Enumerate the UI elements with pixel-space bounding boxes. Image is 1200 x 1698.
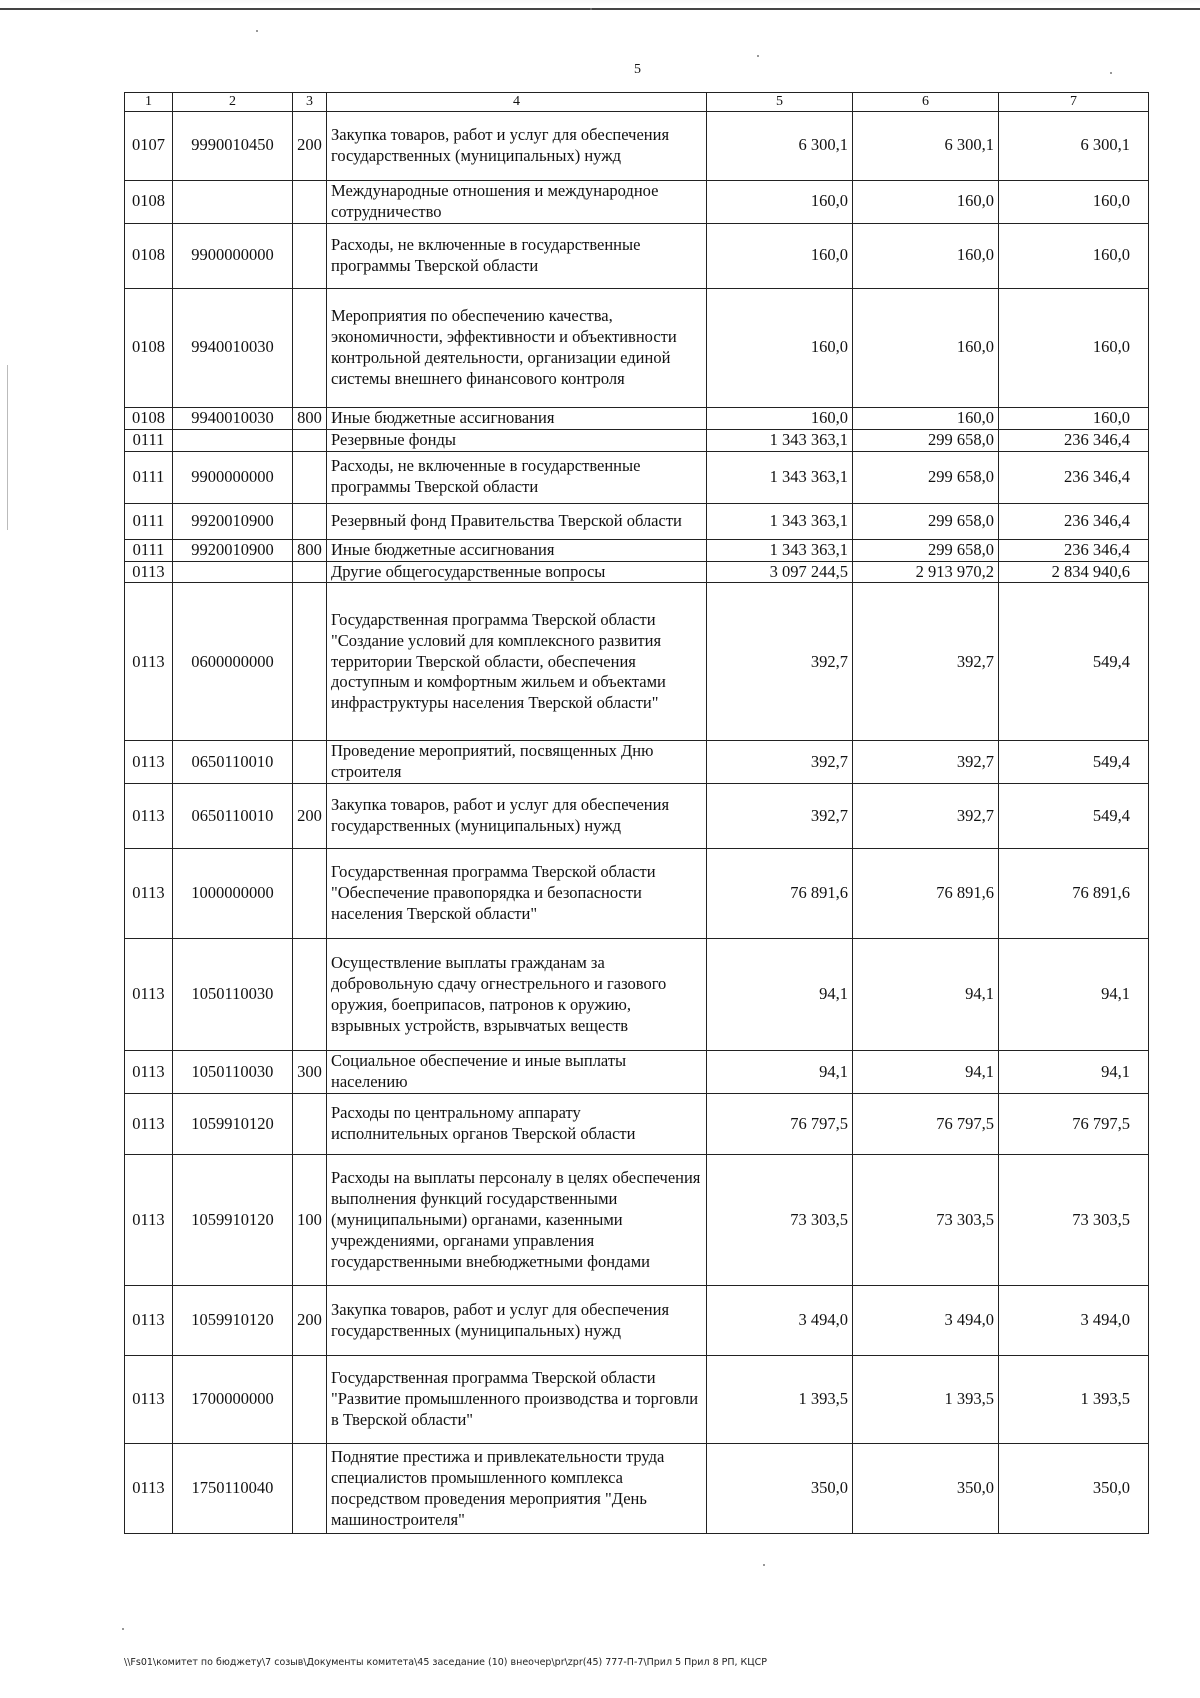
- scan-speck: [757, 55, 759, 57]
- header-col-7: 7: [999, 93, 1149, 112]
- table-row: [125, 849, 1149, 939]
- table-row: [125, 539, 1149, 561]
- cell-target-code: 1750110040: [173, 1444, 293, 1534]
- cell-amount-col6: 299 658,0: [853, 429, 999, 451]
- footer-file-path: \\Fs01\комитет по бюджету\7 созыв\Документы комитета\45 заседание (10) внеочер\pr\zpr(45) 777-П-7\Прил 5 Прил 8 РП, КЦСР: [124, 1657, 768, 1668]
- cell-name: Закупка товаров, работ и услуг для обеспечения государственных (муниципальных) нужд: [327, 784, 707, 849]
- cell-expense-type: 200: [293, 1286, 327, 1356]
- cell-amount-col7: 160,0: [999, 407, 1149, 429]
- cell-amount-col5: 1 343 363,1: [707, 539, 853, 561]
- scan-speck: [122, 1628, 124, 1630]
- cell-name: Иные бюджетные ассигнования: [327, 407, 707, 429]
- cell-name: Расходы по центральному аппарату исполнительных органов Тверской области: [327, 1094, 707, 1155]
- table-row: [125, 561, 1149, 583]
- cell-amount-col6: 299 658,0: [853, 503, 999, 539]
- cell-target-code: 1059910120: [173, 1286, 293, 1356]
- cell-section: 0108: [125, 223, 173, 288]
- header-col-6: 6: [853, 93, 999, 112]
- cell-expense-type: [293, 1356, 327, 1444]
- cell-amount-col5: 160,0: [707, 407, 853, 429]
- cell-name: Государственная программа Тверской области "Обеспечение правопорядка и безопасности населения Тверской области": [327, 849, 707, 939]
- cell-target-code: 9920010900: [173, 503, 293, 539]
- cell-section: 0113: [125, 1094, 173, 1155]
- table-header-row: [125, 93, 1149, 112]
- cell-target-code: 1050110030: [173, 1051, 293, 1094]
- cell-name: Иные бюджетные ассигнования: [327, 539, 707, 561]
- cell-amount-col5: 160,0: [707, 223, 853, 288]
- cell-name: Расходы на выплаты персоналу в целях обеспечения выполнения функций государственными (муниципальными) органами, казенными учреждениями, органами управления государственными внебюджетными фондами: [327, 1155, 707, 1286]
- cell-name: Международные отношения и международное сотрудничество: [327, 180, 707, 223]
- cell-name: Резервный фонд Правительства Тверской области: [327, 503, 707, 539]
- cell-target-code: 9990010450: [173, 111, 293, 180]
- cell-amount-col7: 549,4: [999, 784, 1149, 849]
- cell-amount-col7: 236 346,4: [999, 451, 1149, 503]
- cell-section: 0111: [125, 539, 173, 561]
- cell-amount-col6: 94,1: [853, 1051, 999, 1094]
- cell-amount-col7: 236 346,4: [999, 539, 1149, 561]
- cell-amount-col7: 236 346,4: [999, 429, 1149, 451]
- cell-amount-col7: 160,0: [999, 288, 1149, 407]
- cell-amount-col7: 76 797,5: [999, 1094, 1149, 1155]
- cell-amount-col6: 76 891,6: [853, 849, 999, 939]
- cell-name: Расходы, не включенные в государственные программы Тверской области: [327, 223, 707, 288]
- cell-amount-col7: 549,4: [999, 741, 1149, 784]
- table-row: [125, 939, 1149, 1051]
- cell-name: Поднятие престижа и привлекательности труда специалистов промышленного комплекса посредством проведения мероприятия "День машиностроителя": [327, 1444, 707, 1534]
- cell-section: 0111: [125, 451, 173, 503]
- cell-amount-col6: 73 303,5: [853, 1155, 999, 1286]
- cell-target-code: 0600000000: [173, 583, 293, 741]
- cell-amount-col6: 3 494,0: [853, 1286, 999, 1356]
- cell-expense-type: [293, 1094, 327, 1155]
- cell-target-code: 1059910120: [173, 1155, 293, 1286]
- scan-top-edge: [0, 0, 1200, 10]
- cell-target-code: 0650110010: [173, 784, 293, 849]
- cell-amount-col6: 392,7: [853, 583, 999, 741]
- cell-section: 0111: [125, 503, 173, 539]
- cell-amount-col5: 392,7: [707, 784, 853, 849]
- scan-margin-mark: [7, 365, 8, 530]
- cell-expense-type: [293, 583, 327, 741]
- cell-amount-col6: 392,7: [853, 784, 999, 849]
- cell-name: Расходы, не включенные в государственные программы Тверской области: [327, 451, 707, 503]
- cell-amount-col6: 94,1: [853, 939, 999, 1051]
- cell-amount-col6: 1 393,5: [853, 1356, 999, 1444]
- cell-target-code: [173, 429, 293, 451]
- cell-amount-col6: 160,0: [853, 288, 999, 407]
- cell-amount-col5: 1 343 363,1: [707, 503, 853, 539]
- cell-amount-col6: 350,0: [853, 1444, 999, 1534]
- cell-amount-col6: 299 658,0: [853, 451, 999, 503]
- cell-amount-col5: 73 303,5: [707, 1155, 853, 1286]
- cell-expense-type: [293, 180, 327, 223]
- cell-section: 0113: [125, 561, 173, 583]
- cell-amount-col7: 76 891,6: [999, 849, 1149, 939]
- cell-section: 0113: [125, 1286, 173, 1356]
- cell-name: Государственная программа Тверской области "Развитие промышленного производства и торговли в Тверской области": [327, 1356, 707, 1444]
- scan-speck: [763, 1564, 765, 1566]
- cell-expense-type: [293, 1444, 327, 1534]
- table-row: [125, 451, 1149, 503]
- cell-amount-col7: 94,1: [999, 1051, 1149, 1094]
- scan-speck: [590, 8, 592, 10]
- table-row: [125, 741, 1149, 784]
- cell-name: Мероприятия по обеспечению качества, экономичности, эффективности и объективности контрольной деятельности, организации единой системы внешнего финансового контроля: [327, 288, 707, 407]
- cell-name: Социальное обеспечение и иные выплаты населению: [327, 1051, 707, 1094]
- cell-expense-type: [293, 741, 327, 784]
- cell-section: 0113: [125, 939, 173, 1051]
- cell-section: 0113: [125, 784, 173, 849]
- cell-amount-col6: 6 300,1: [853, 111, 999, 180]
- cell-amount-col7: 6 300,1: [999, 111, 1149, 180]
- cell-amount-col5: 392,7: [707, 583, 853, 741]
- cell-amount-col5: 1 393,5: [707, 1356, 853, 1444]
- cell-section: 0113: [125, 583, 173, 741]
- header-col-2: 2: [173, 93, 293, 112]
- cell-amount-col6: 2 913 970,2: [853, 561, 999, 583]
- cell-target-code: 1700000000: [173, 1356, 293, 1444]
- cell-amount-col5: 392,7: [707, 741, 853, 784]
- table-row: [125, 1051, 1149, 1094]
- cell-amount-col7: 2 834 940,6: [999, 561, 1149, 583]
- cell-name: Закупка товаров, работ и услуг для обеспечения государственных (муниципальных) нужд: [327, 1286, 707, 1356]
- cell-section: 0108: [125, 180, 173, 223]
- cell-section: 0108: [125, 407, 173, 429]
- cell-section: 0113: [125, 741, 173, 784]
- scan-speck: [1110, 72, 1112, 74]
- scan-speck: [256, 30, 258, 32]
- cell-name: Закупка товаров, работ и услуг для обеспечения государственных (муниципальных) нужд: [327, 111, 707, 180]
- table-row: [125, 583, 1149, 741]
- cell-amount-col7: 3 494,0: [999, 1286, 1149, 1356]
- cell-amount-col7: 94,1: [999, 939, 1149, 1051]
- table-row: [125, 503, 1149, 539]
- cell-amount-col7: 236 346,4: [999, 503, 1149, 539]
- cell-section: 0107: [125, 111, 173, 180]
- cell-amount-col5: 94,1: [707, 1051, 853, 1094]
- budget-table: [124, 92, 1149, 1534]
- cell-expense-type: [293, 503, 327, 539]
- cell-amount-col5: 94,1: [707, 939, 853, 1051]
- cell-name: Резервные фонды: [327, 429, 707, 451]
- cell-expense-type: [293, 939, 327, 1051]
- table-row: [125, 407, 1149, 429]
- cell-expense-type: 800: [293, 539, 327, 561]
- table-row: [125, 1444, 1149, 1534]
- cell-expense-type: 200: [293, 111, 327, 180]
- cell-amount-col5: 76 891,6: [707, 849, 853, 939]
- cell-amount-col5: 350,0: [707, 1444, 853, 1534]
- cell-section: 0113: [125, 1444, 173, 1534]
- cell-amount-col6: 160,0: [853, 407, 999, 429]
- cell-amount-col5: 1 343 363,1: [707, 451, 853, 503]
- header-col-1: 1: [125, 93, 173, 112]
- cell-name: Осуществление выплаты гражданам за добровольную сдачу огнестрельного и газового оружия, боеприпасов, патронов к оружию, взрывных устройств, взрывчатых веществ: [327, 939, 707, 1051]
- cell-amount-col5: 160,0: [707, 288, 853, 407]
- cell-expense-type: 100: [293, 1155, 327, 1286]
- cell-target-code: 1000000000: [173, 849, 293, 939]
- cell-expense-type: [293, 561, 327, 583]
- cell-amount-col5: 76 797,5: [707, 1094, 853, 1155]
- cell-amount-col5: 1 343 363,1: [707, 429, 853, 451]
- table-row: [125, 1286, 1149, 1356]
- cell-section: 0113: [125, 1051, 173, 1094]
- cell-target-code: [173, 561, 293, 583]
- table-row: [125, 223, 1149, 288]
- header-col-3: 3: [293, 93, 327, 112]
- table-body: [125, 111, 1149, 1534]
- header-col-5: 5: [707, 93, 853, 112]
- cell-target-code: 9940010030: [173, 407, 293, 429]
- cell-section: 0111: [125, 429, 173, 451]
- cell-amount-col6: 299 658,0: [853, 539, 999, 561]
- cell-target-code: 1059910120: [173, 1094, 293, 1155]
- cell-section: 0108: [125, 288, 173, 407]
- cell-expense-type: [293, 223, 327, 288]
- table-row: [125, 180, 1149, 223]
- table-row: [125, 1356, 1149, 1444]
- cell-target-code: 0650110010: [173, 741, 293, 784]
- cell-target-code: 1050110030: [173, 939, 293, 1051]
- page-number: 5: [634, 62, 641, 77]
- cell-target-code: 9920010900: [173, 539, 293, 561]
- table-row: [125, 1094, 1149, 1155]
- cell-target-code: 9900000000: [173, 451, 293, 503]
- cell-amount-col7: 160,0: [999, 223, 1149, 288]
- cell-amount-col5: 3 097 244,5: [707, 561, 853, 583]
- table-row: [125, 784, 1149, 849]
- cell-expense-type: 800: [293, 407, 327, 429]
- cell-expense-type: 300: [293, 1051, 327, 1094]
- cell-expense-type: [293, 429, 327, 451]
- cell-section: 0113: [125, 1155, 173, 1286]
- cell-name: Государственная программа Тверской области "Создание условий для комплексного развития территории Тверской области, обеспечения доступным и комфортным жильем и объектами инфраструктуры населения Тверской области": [327, 583, 707, 741]
- cell-amount-col6: 160,0: [853, 223, 999, 288]
- cell-section: 0113: [125, 1356, 173, 1444]
- cell-amount-col6: 392,7: [853, 741, 999, 784]
- cell-expense-type: 200: [293, 784, 327, 849]
- cell-target-code: 9940010030: [173, 288, 293, 407]
- cell-amount-col7: 1 393,5: [999, 1356, 1149, 1444]
- cell-amount-col7: 73 303,5: [999, 1155, 1149, 1286]
- cell-expense-type: [293, 849, 327, 939]
- table-row: [125, 288, 1149, 407]
- cell-target-code: [173, 180, 293, 223]
- table-row: [125, 1155, 1149, 1286]
- cell-section: 0113: [125, 849, 173, 939]
- cell-amount-col7: 549,4: [999, 583, 1149, 741]
- cell-expense-type: [293, 451, 327, 503]
- table-row: [125, 429, 1149, 451]
- table-row: [125, 111, 1149, 180]
- cell-amount-col5: 160,0: [707, 180, 853, 223]
- cell-amount-col6: 160,0: [853, 180, 999, 223]
- cell-amount-col5: 3 494,0: [707, 1286, 853, 1356]
- cell-amount-col6: 76 797,5: [853, 1094, 999, 1155]
- cell-amount-col7: 350,0: [999, 1444, 1149, 1534]
- cell-target-code: 9900000000: [173, 223, 293, 288]
- header-col-4: 4: [327, 93, 707, 112]
- cell-name: Проведение мероприятий, посвященных Дню строителя: [327, 741, 707, 784]
- cell-name: Другие общегосударственные вопросы: [327, 561, 707, 583]
- cell-amount-col7: 160,0: [999, 180, 1149, 223]
- cell-amount-col5: 6 300,1: [707, 111, 853, 180]
- cell-expense-type: [293, 288, 327, 407]
